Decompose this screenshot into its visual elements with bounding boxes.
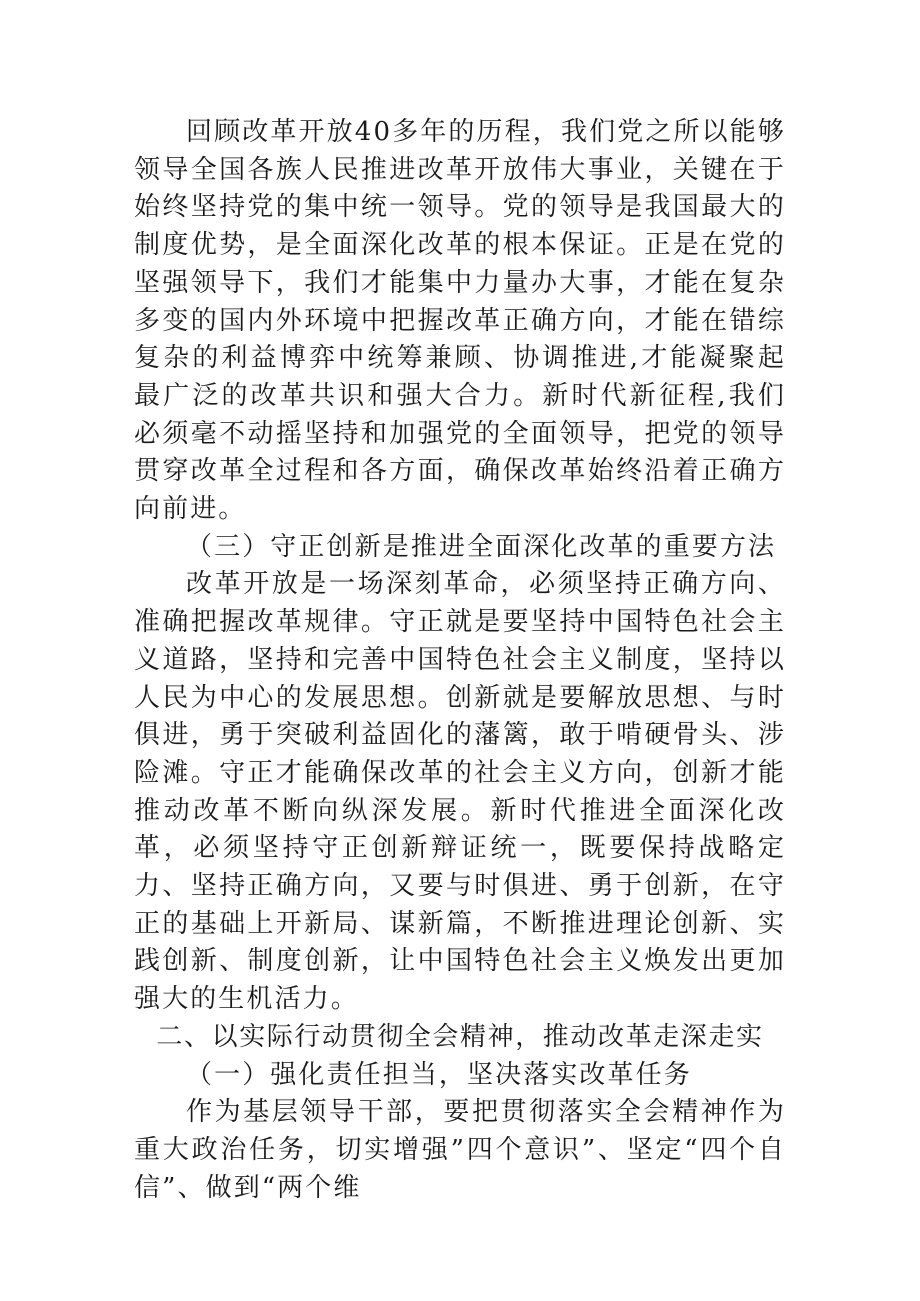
- subheading-responsibility: （一）强化责任担当，坚决落实改革任务: [186, 1059, 692, 1090]
- section-heading: 二、以实际行动贯彻全会精神，推动改革走深走实: [156, 1021, 764, 1052]
- subheading-innovation: （三）守正创新是推进全面深化改革的重要方法: [186, 531, 777, 562]
- paragraph-party-leadership: 回顾改革开放40多年的历程，我们党之所以能够领导全国各族人民推进改革开放伟大事业，关键在于始终坚持党的集中统一领导。党的领导是我国最大的制度优势，是全面深化改革的根本保证。正是在党的坚强领导下，我们才能集中力量办大事，才能在复杂多变的国内外环境中把握改革正确方向，才能在错综复杂的利益博弈中统筹兼顾、协调推进,才能凝聚起最广泛的改革共识和强大合力。新时代新征程,我们必须毫不动摇坚持和加强党的全面领导，把党的领导贯穿改革全过程和各方面，确保改革始终沿着正确方向前进。: [134, 117, 786, 525]
- paragraph-innovation: 改革开放是一场深刻革命，必须坚持正确方向、准确把握改革规律。守正就是要坚持中国特色社会主义道路，坚持和完善中国特色社会主义制度，坚持以人民为中心的发展思想。创新就是要解放思想、与时俱进，勇于突破利益固化的藩篱，敢于啃硬骨头、涉险滩。守正才能确保改革的社会主义方向，创新才能推动改革不断向纵深发展。新时代推进全面深化改革，必须坚持守正创新辩证统一，既要保持战略定力、坚持正确方向，又要与时俱进、勇于创新，在守正的基础上开新局、谋新篇，不断推进理论创新、实践创新、制度创新，让中国特色社会主义焕发出更加强大的生机活力。: [134, 569, 786, 1015]
- document-body: [134, 114, 786, 1207]
- paragraph-responsibility: 作为基层领导干部，要把贯彻落实全会精神作为重大政治任务，切实增强”四个意识”、坚定“四个自信”、做到“两个维: [134, 1097, 786, 1203]
